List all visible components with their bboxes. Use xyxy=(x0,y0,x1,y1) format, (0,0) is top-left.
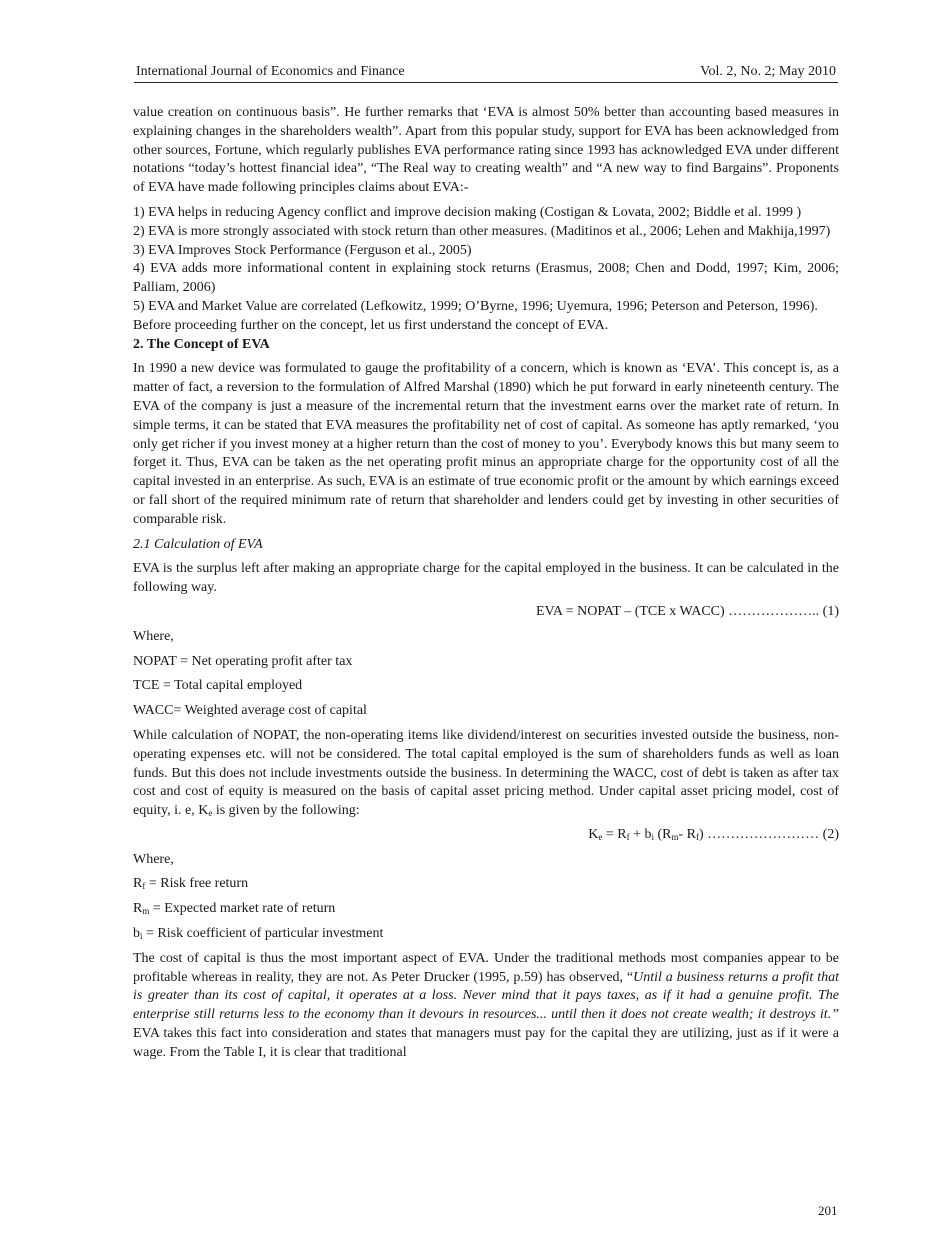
definition-wacc: WACC= Weighted average cost of capital xyxy=(133,703,367,719)
where-label: Where, xyxy=(133,628,174,644)
transition-sentence: Before proceeding further on the concept, let us first understand the concept of EVA. xyxy=(133,317,609,333)
subsection-heading: 2.1 Calculation of EVA xyxy=(133,536,263,552)
definition-rm: $R_m$ = Expected market rate of return xyxy=(133,901,336,917)
calculation-paragraph: EVA is the surplus left after making an appropriate charge for the capital employed in the business. It can be calculated in the following way. xyxy=(133,561,839,596)
definition-rf: $R_f$ = Risk free return xyxy=(133,876,249,892)
drucker-quote: Until a business returns a profit that is greater than its cost of capital, it operates at a loss. Never mind that it pays taxes, as if it had a genuine profit. The enterprise still returns less to the economy than it devours in resources... until then it does not create wealth; it destroys it.” xyxy=(133,969,839,1023)
claim-item: 1) EVA helps in reducing Agency conflict and improve decision making (Costigan & Lovata, 2002; Biddle et al. 1999 ) xyxy=(133,204,802,220)
running-header xyxy=(134,62,838,83)
definition-nopat: NOPAT = Net operating profit after tax xyxy=(133,653,353,669)
cost-of-capital-paragraph: The cost of capital is thus the most important aspect of EVA. Under the traditional methods most companies appear to be profitable whereas in reality, they are not. As Peter Drucker (1995, p.59) has observed, “Until a business returns a profit that is greater than its cost of capital, it operates at a loss. Never mind that it pays taxes, as if it had a genuine profit. The enterprise still returns less to the economy than it devours in resources... until then it does not create wealth; it destroys it.” EVA takes this fact into consideration and states that managers must pay for the capital they are utilizing, just as if it were a wage. From the Table I, it is clear that traditional xyxy=(133,950,839,1060)
section-heading: 2. The Concept of EVA xyxy=(133,336,270,352)
concept-paragraph: In 1990 a new device was formulated to gauge the profitability of a concern, which is known as ‘EVA’. This concept is, as a matter of fact, a reversion to the formulation of Alfred Marshal (1890) which he put forward in early nineteenth century. The EVA of the company is just a measure of the incremental return that the investment earns over the market rate of return. In simple terms, it can be stated that EVA measures the profitability net of cost of capital. As someone has aptly remarked, ‘you only get richer if you invest money at a higher return than the cost of money to you’. Everybody knows this but many seem to forget it. Thus, EVA can be taken as the net operating profit minus an appropriate charge for the opportunity cost of all the capital invested in an enterprise. As such, EVA is an estimate of true economic profit or the amount by which earnings exceed or fall short of the required minimum rate of return that shareholder and lenders could get by investing in other securities of comparable risk. xyxy=(133,361,839,527)
claim-item: 4) EVA adds more informational content in explaining stock returns (Erasmus, 2008; Chen and Dodd, 1997; Kim, 2006; Palliam, 2006) xyxy=(133,261,839,296)
volume-info: Vol. 2, No. 2; May 2010 xyxy=(700,64,836,79)
intro-paragraph: value creation on continuous basis”. He further remarks that ‘EVA is almost 50% better than accounting based measures in explaining changes in the shareholders wealth”. Apart from this popular study, support for EVA has been acknowledged from other sources, Fortune, which regularly publishes EVA performance rating since 1993 has acknowledged EVA under different notations “today’s hottest financial idea”, “The Real way to creating wealth” and “A new way to find Bargains”. Proponents of EVA have made following principles claims about EVA:- xyxy=(133,105,839,196)
claim-item: 3) EVA Improves Stock Performance (Ferguson et al., 2005) xyxy=(133,242,472,258)
definition-bi: $b_i$ = Risk coefficient of particular investment xyxy=(133,926,384,942)
claim-item: 5) EVA and Market Value are correlated (Lefkowitz, 1999; O’Byrne, 1996; Uyemura, 1996; Peterson and Peterson, 1996). xyxy=(133,298,818,314)
claim-item: 2) EVA is more strongly associated with stock return than other measures. (Maditinos et al., 2006; Lehen and Makhija,1997) xyxy=(133,223,831,239)
journal-title: International Journal of Economics and Finance xyxy=(136,64,405,79)
nopat-paragraph: While calculation of NOPAT, the non-operating items like dividend/interest on securities invested outside the business, non-operating expenses etc. will not be considered. The total capital employed is the sum of shareholders funds as well as loan funds. But this does not include investments outside the business. In determining the WACC, cost of debt is taken as after tax cost and cost of equity is measured on the basis of capital asset pricing method. Under capital asset pricing model, cost of equity, i. e, $K_e$ is given by the following: xyxy=(133,727,839,819)
definition-tce: TCE = Total capital employed xyxy=(133,678,303,694)
equation-1: EVA = NOPAT – (TCE x WACC) ……………….. (1) xyxy=(536,603,839,619)
where-label-2: Where, xyxy=(133,851,174,867)
equation-2: $K_e = R_f + b_i$ ($R_m-$ $R_f$) …………………… (2) xyxy=(588,826,839,842)
page-body xyxy=(133,104,839,1063)
page-number: 201 xyxy=(818,1203,838,1218)
